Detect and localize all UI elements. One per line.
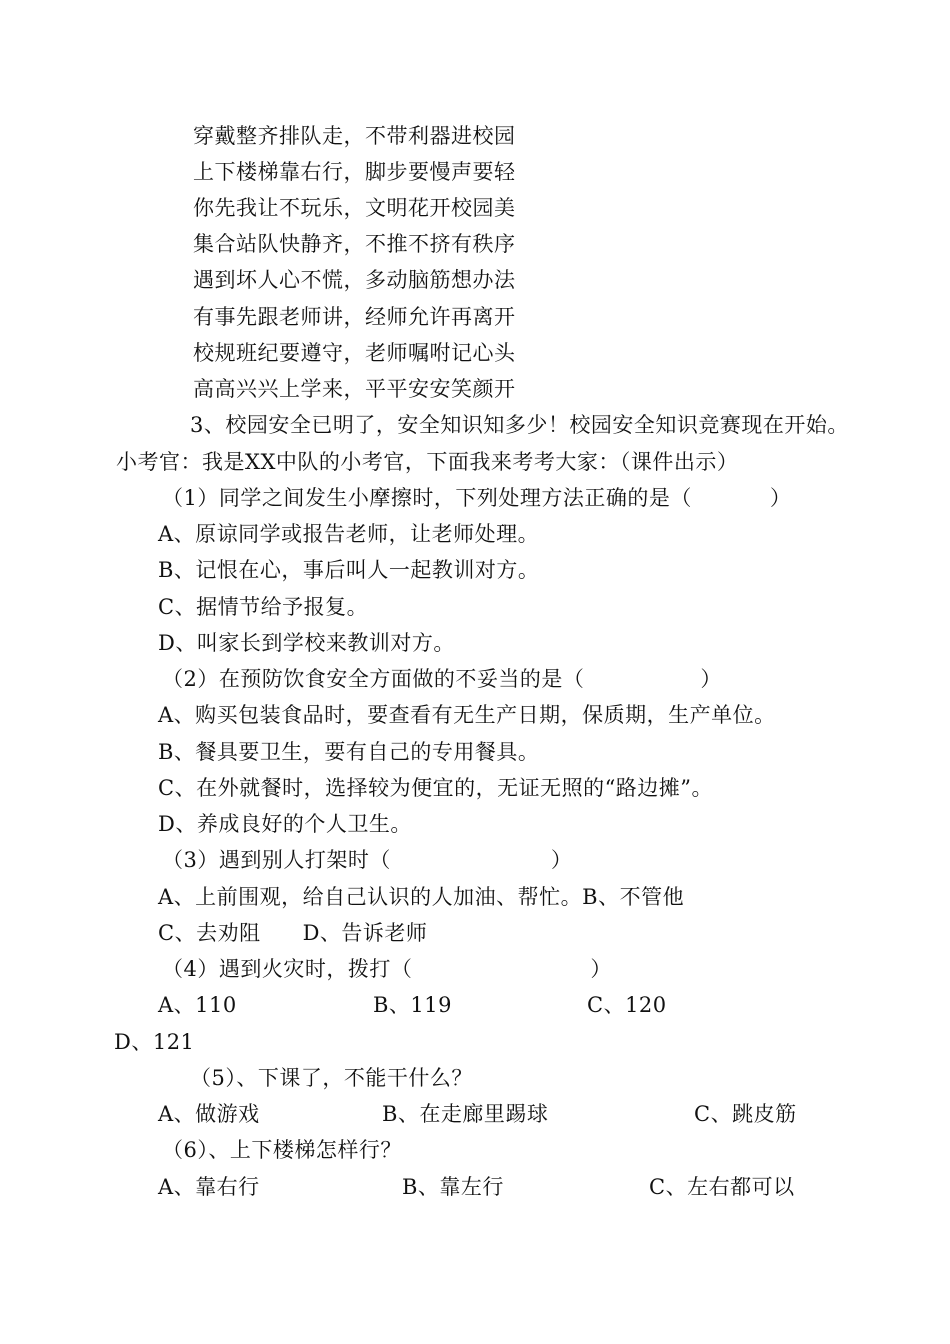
- question-4-option-b: B、119: [373, 993, 453, 1017]
- question-3-close: ）: [550, 848, 573, 872]
- question-2-option-a: A、购买包装食品时，要查看有无生产日期，保质期，生产单位。: [158, 703, 776, 727]
- question-4: [162, 956, 612, 982]
- question-2-option-b: B、餐具要卫生，要有自己的专用餐具。: [158, 740, 540, 764]
- question-2-option-d: D、养成良好的个人卫生。: [158, 812, 412, 836]
- question-4-option-c: C、120: [587, 993, 667, 1017]
- question-5: （5）、下课了，不能干什么？: [190, 1066, 473, 1090]
- question-6: （6）、上下楼梯怎样行？: [162, 1138, 402, 1162]
- quiz-intro: 3、校园安全已明了，安全知识知多少！校园安全知识竞赛现在开始。: [190, 413, 849, 437]
- question-4-stem: （4）遇到火灾时，拨打（: [162, 957, 413, 981]
- question-2-option-c: C、在外就餐时，选择较为便宜的，无证无照的“路边摊”。: [158, 776, 714, 800]
- poem-line-8: 高高兴兴上学来，平平安安笑颜开: [193, 377, 516, 401]
- question-6-option-a: A、靠右行: [158, 1175, 260, 1199]
- question-1-stem: （1）同学之间发生小摩擦时，下列处理方法正确的是（: [162, 486, 692, 510]
- poem-line-7: 校规班纪要遵守，老师嘱咐记心头: [193, 341, 516, 365]
- poem-line-5: 遇到坏人心不慌，多动脑筋想办法: [193, 268, 516, 292]
- question-1: [162, 485, 791, 511]
- question-3-option-d: D、告诉老师: [302, 921, 428, 945]
- question-6-option-c: C、左右都可以: [649, 1175, 795, 1199]
- poem-line-1: 穿戴整齐排队走，不带利器进校园: [193, 124, 516, 148]
- question-1-option-a: A、原谅同学或报告老师，让老师处理。: [158, 522, 540, 546]
- examiner-intro: 小考官：我是XX中队的小考官，下面我来考考大家：（课件出示）: [116, 450, 739, 474]
- poem-line-3: 你先我让不玩乐，文明花开校园美: [193, 196, 516, 220]
- question-4-option-d: D、121: [114, 1030, 195, 1054]
- poem-line-4: 集合站队快静齐，不推不挤有秩序: [193, 232, 516, 256]
- question-4-close: ）: [590, 957, 612, 981]
- question-1-option-d: D、叫家长到学校来教训对方。: [158, 631, 455, 655]
- question-5-option-b: B、在走廊里踢球: [382, 1102, 549, 1126]
- question-1-option-c: C、据情节给予报复。: [158, 595, 369, 619]
- question-1-option-b: B、记恨在心，事后叫人一起教训对方。: [158, 558, 540, 582]
- question-3-options-cd: [158, 920, 427, 946]
- question-3-stem: （3）遇到别人打架时（: [162, 848, 391, 872]
- question-6-option-b: B、靠左行: [402, 1175, 504, 1199]
- question-1-close: ）: [769, 486, 792, 510]
- question-2-close: ）: [700, 667, 722, 691]
- question-3-option-c: C、去劝阻: [158, 921, 261, 945]
- question-5-option-c: C、跳皮筋: [694, 1102, 797, 1126]
- question-3-option-ab: A、上前围观，给自己认识的人加油、帮忙。B、不管他: [158, 885, 685, 909]
- question-2-stem: （2）在预防饮食安全方面做的不妥当的是（: [162, 667, 585, 691]
- poem-line-6: 有事先跟老师讲，经师允许再离开: [193, 305, 516, 329]
- question-3: [162, 847, 572, 873]
- question-2: [162, 666, 722, 692]
- question-4-option-a: A、110: [158, 993, 237, 1017]
- question-5-option-a: A、做游戏: [158, 1102, 260, 1126]
- poem-line-2: 上下楼梯靠右行，脚步要慢声要轻: [193, 160, 516, 184]
